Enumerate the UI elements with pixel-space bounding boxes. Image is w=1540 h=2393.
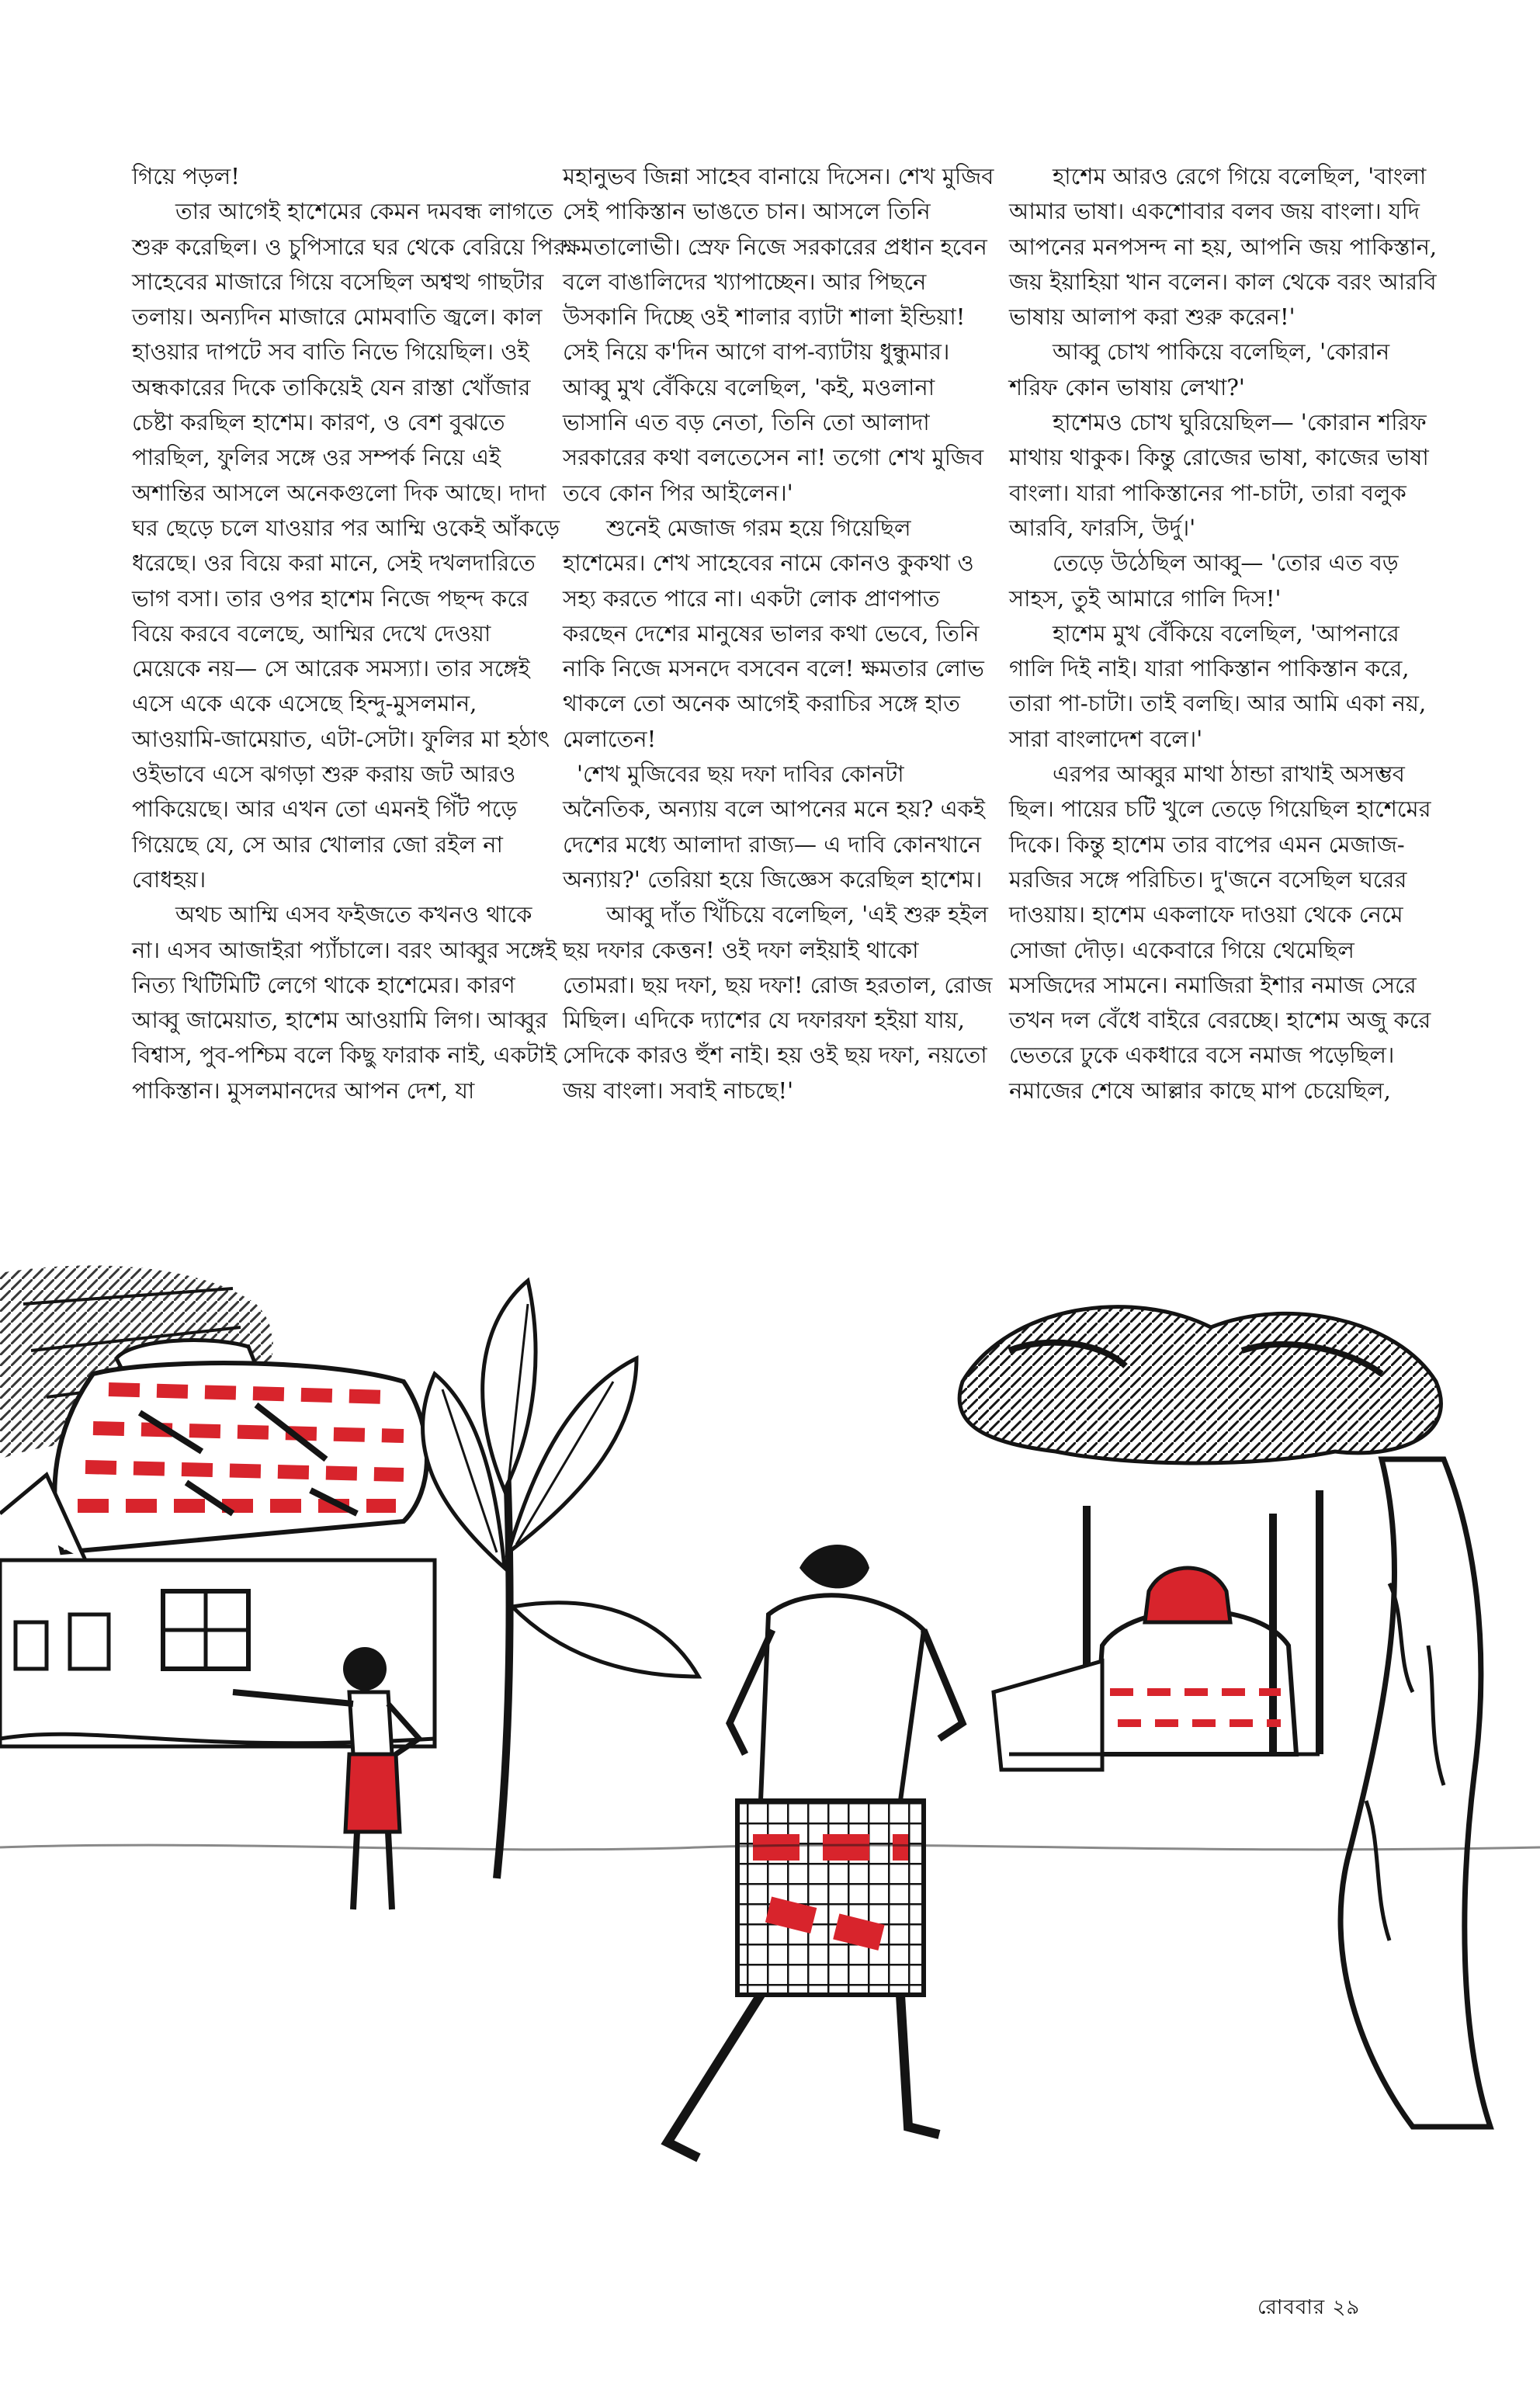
page-folio: রোববার ২৯ [1257, 2296, 1361, 2319]
paragraph: তার আগেই হাশেমের কেমন দমবন্ধ লাগতে শুরু করেছিল। ও চুপিসারে ঘর থেকে বেরিয়ে পির সাহেবের মাজারে গিয়ে বসেছিল অশ্বত্থ গাছটার তলায়। অন্যদিন মাজারে মোমবাতি জ্বলে। কাল হাওয়ার দাপটে সব বাতি নিভে গিয়েছিল। ওই অন্ধকারের দিকে তাকিয়েই যেন রাস্তা খোঁজার চেষ্টা করছিল হাশেম। কারণ, ও বেশ বুঝতে পারছিল, ফুলির সঙ্গে ওর সম্পর্ক নিয়ে এই অশান্তির আসলে অনেকগুলো দিক আছে। দাদা ঘর ছেড়ে চলে যাওয়ার পর আম্মি ওকেই আঁকড়ে ধরেছে। ওর বিয়ে করা মানে, সেই দখলদারিতে ভাগ বসা। তার ওপর হাশেম নিজে পছন্দ করে বিয়ে করবে বলেছে, আম্মির দেখে দেওয়া মেয়েকে নয়— সে আরেক সমস্যা। তার সঙ্গেই এসে একে একে এসেছে হিন্দু-মুসলমান, আওয়ামি-জামেয়াত, এটা-সেটা। ফুলির মা হঠাৎ ওইভাবে এসে ঝগড়া শুরু করায় জট আরও পাকিয়েছে। আর এখন তো এমনই গিঁট পড়ে গিয়েছে যে, সে আর খোলার জো রইল না বোধহয়। [132, 198, 566, 893]
mosque [994, 1490, 1320, 1770]
village-illustration [0, 1257, 1540, 2220]
paragraph: গিয়ে পড়ল! [132, 163, 240, 189]
paragraph: 'শেখ মুজিবের ছয় দফা দাবির কোনটা অনৈতিক, অন্যায় বলে আপনের মনে হয়? একই দেশের মধ্যে আলাদা রাজ্য— এ দাবি কোনখানে অন্যায়?' তেরিয়া হয়ে জিজ্ঞেস করেছিল হাশেম। [563, 761, 986, 893]
banana-plant [422, 1281, 699, 1878]
paragraph: হাশেম মুখ বেঁকিয়ে বলেছিল, 'আপনারে গালি দিই নাই। যারা পাকিস্তান পাকিস্তান করে, তারা পা-চাটা। তাই বলছি। আর আমি একা নয়, সারা বাংলাদেশ বলে।' [1009, 619, 1427, 752]
article-column-1 [132, 159, 567, 1108]
paragraph: অথচ আম্মি এসব ফইজতে কখনও থাকে না। এসব আজাইরা প্যাঁচালে। বরং আব্বুর সঙ্গেই নিত্য খিটিমিটি লেগে থাকে হাশেমের। কারণ আব্বু জামেয়াত, হাশেম আওয়ামি লিগ। আব্বুর বিশ্বাস, পুব-পশ্চিম বলে কিছু ফারাক নাই, একটাই পাকিস্তান। মুসলমানদের আপন দেশ, যা [132, 901, 557, 1104]
paragraph: শুনেই মেজাজ গরম হয়ে গিয়েছিল হাশেমের। শেখ সাহেবের নামে কোনও কুকথা ও সহ্য করতে পারে না। একটা লোক প্রাণপাত করছেন দেশের মানুষের ভালর কথা ভেবে, তিনি নাকি নিজে মসনদে বসবেন বলে! ক্ষমতার লোভ থাকলে তো অনেক আগেই করাচির সঙ্গে হাত মেলাতেন! [563, 514, 984, 752]
paragraph: হাশেমও চোখ ঘুরিয়েছিল— 'কোরান শরিফ মাথায় থাকুক। কিন্তু রোজের ভাষা, কাজের ভাষা বাংলা। যারা পাকিস্তানের পা-চাটা, তারা বলুক আরবি, ফারসি, উর্দু।' [1009, 409, 1429, 541]
paragraph: আব্বু দাঁত খিঁচিয়ে বলেছিল, 'এই শুরু হইল ছয় দফার কেত্তন! ওই দফা লইয়াই থাকো তোমরা। ছয় দফা, ছয় দফা! রোজ হরতাল, রোজ মিছিল। এদিকে দ্যাশের যে দফারফা হইয়া যায়, সেদিকে কারও হুঁশ নাই। হয় ওই ছয় দফা, নয়তো জয় বাংলা। সবাই নাচছে!' [563, 901, 993, 1104]
article-column-2 [563, 159, 997, 1108]
paragraph: এরপর আব্বুর মাথা ঠান্ডা রাখাই অসম্ভব ছিল। পায়ের চটি খুলে তেড়ে গিয়েছিল হাশেমের দিকে। কিন্তু হাশেম তার বাপের এমন মেজাজ-মরজির সঙ্গে পরিচিত। দু'জনে বসেছিল ঘরের দাওয়ায়। হাশেম একলাফে দাওয়া থেকে নেমে সোজা দৌড়। একেবারে গিয়ে থেমেছিল মসজিদের সামনে। নমাজিরা ইশার নমাজ সেরে তখন দল বেঁধে বাইরে বেরচ্ছে। হাশেম অজু করে ভেতরে ঢুকে একধারে বসে নমাজ পড়েছিল। নমাজের শেষে আল্লার কাছে মাপ চেয়েছিল, [1009, 761, 1431, 1104]
paragraph: মহানুভব জিন্না সাহেব বানায়ে দিসেন। শেখ মুজিব সেই পাকিস্তান ভাঙতে চান। আসলে তিনি ক্ষমতালোভী। স্রেফ নিজে সরকারের প্রধান হবেন বলে বাঙালিদের খ্যাপাচ্ছেন। আর পিছনে উসকানি দিচ্ছে ওই শালার ব্যাটা শালা ইন্ডিয়া! সেই নিয়ে ক'দিন আগে বাপ-ব্যাটায় ধুন্ধুমার। আব্বু মুখ বেঁকিয়ে বলেছিল, 'কই, মওলানা ভাসানি এত বড় নেতা, তিনি তো আলাদা সরকারের কথা বলতেসেন না! তগো শেখ মুজিব তবে কোন পির আইলেন।' [563, 163, 994, 506]
running-man-figure [668, 1545, 962, 2158]
paragraph: আব্বু চোখ পাকিয়ে বলেছিল, 'কোরান শরিফ কোন ভাষায় লেখা?' [1009, 338, 1390, 401]
paragraph: হাশেম আরও রেগে গিয়ে বলেছিল, 'বাংলা আমার ভাষা। একশোবার বলব জয় বাংলা। যদি আপনের মনপসন্দ না হয়, আপনি জয় পাকিস্তান, জয় ইয়াহিয়া খান বলেন। কাল থেকে বরং আরবি ভাষায় আলাপ করা শুরু করেন!' [1009, 163, 1438, 331]
article-column-3 [1009, 159, 1444, 1108]
paragraph: তেড়ে উঠেছিল আব্বু— 'তোর এত বড় সাহস, তুই আমারে গালি দিস!' [1009, 550, 1399, 612]
